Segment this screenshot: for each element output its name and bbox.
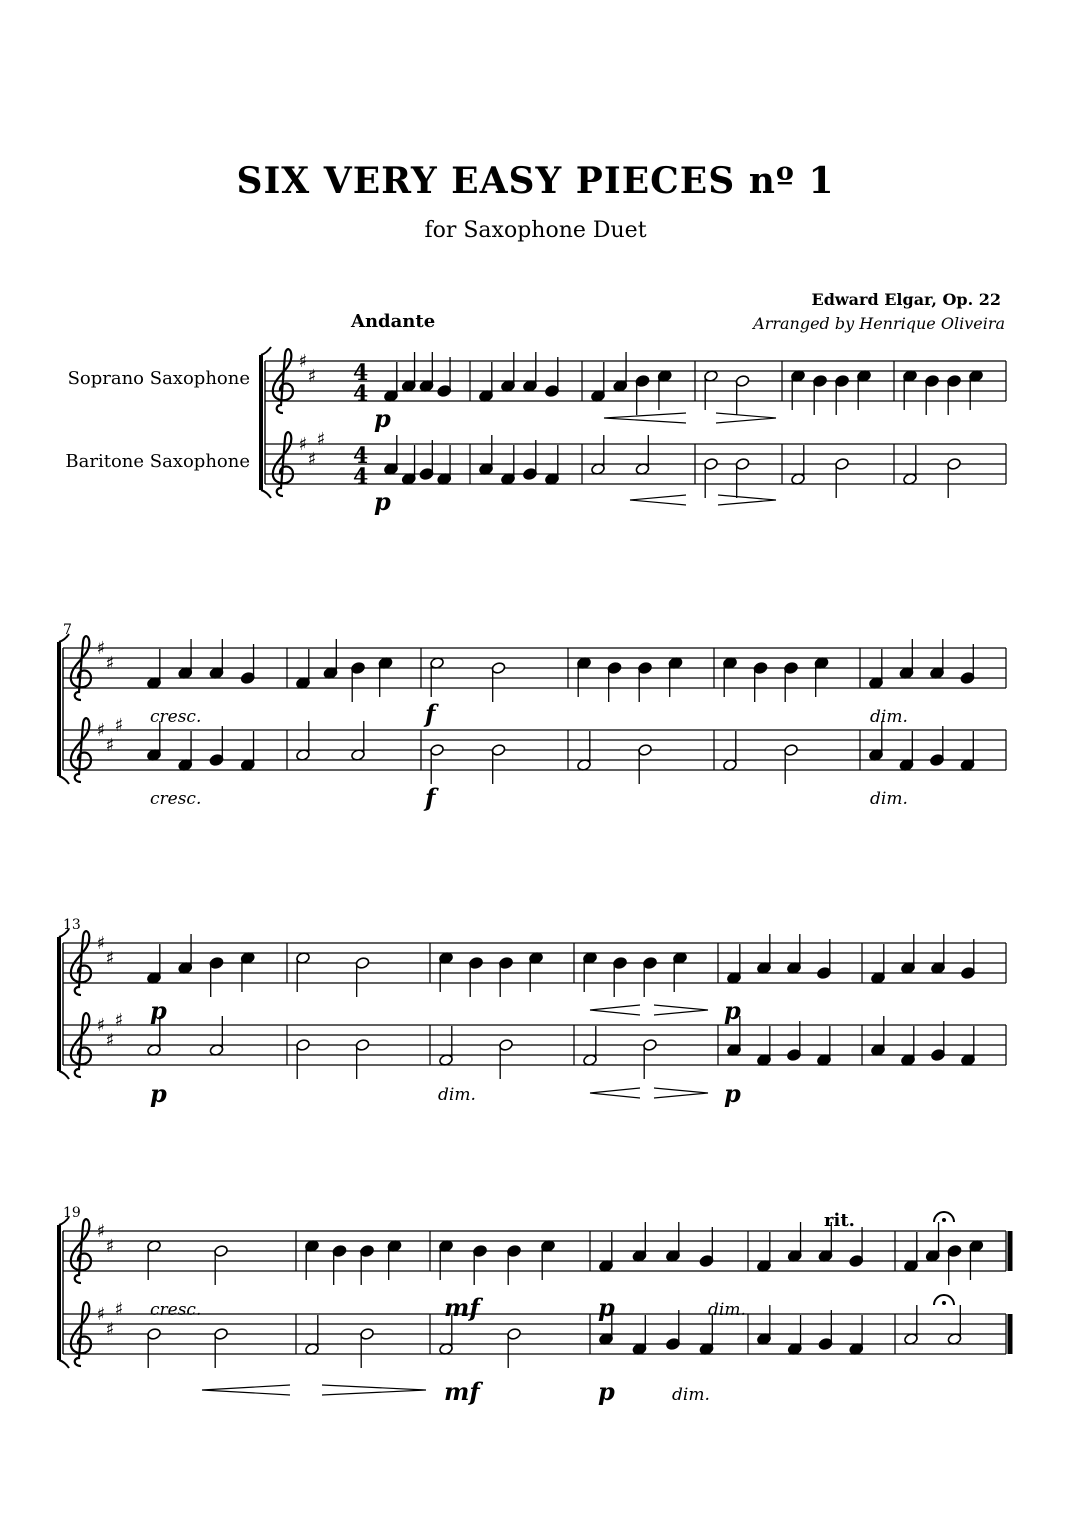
dynamic-marking: p: [598, 1293, 615, 1322]
key-signature-sharp: ♯: [96, 933, 106, 954]
key-signature-sharp: ♯: [105, 1319, 115, 1340]
measure-number: 13: [63, 917, 81, 933]
key-signature-sharp: ♯: [105, 948, 115, 969]
dynamic-marking: p: [374, 404, 391, 433]
dynamic-marking: p: [150, 996, 167, 1025]
key-signature-sharp: ♯: [114, 1299, 124, 1320]
tempo-marking: Andante: [351, 311, 436, 332]
diminuendo-hairpin: [718, 495, 776, 505]
expression-text: dim.: [870, 707, 908, 727]
key-signature-sharp: ♯: [105, 1030, 115, 1051]
expression-text: dim.: [870, 789, 908, 809]
arranger-credit: Arranged by Henrique Oliveira: [753, 314, 1005, 333]
dynamic-marking: p: [724, 1079, 741, 1108]
instrument-name-baritone: Baritone Saxophone: [65, 451, 250, 472]
expression-text: dim.: [672, 1385, 710, 1405]
expression-text: cresc.: [150, 789, 202, 809]
diminuendo-hairpin: [654, 1005, 708, 1015]
key-signature-sharp: ♯: [114, 1010, 124, 1031]
dynamic-marking: mf: [444, 1377, 480, 1406]
composer-credit: Edward Elgar, Op. 22: [811, 290, 1001, 309]
measure-number: 19: [63, 1205, 81, 1221]
expression-text: dim.: [438, 1085, 476, 1105]
key-signature-sharp: ♯: [105, 1236, 115, 1257]
crescendo-hairpin: [590, 1088, 640, 1098]
time-signature-denominator: 4: [353, 464, 369, 490]
system-bracket: [261, 347, 271, 355]
fermata-dot: [942, 1218, 946, 1222]
system-bracket: [261, 490, 271, 498]
dynamic-marking: mf: [444, 1293, 480, 1322]
piece-subtitle: for Saxophone Duet: [424, 218, 647, 243]
key-signature-sharp: ♯: [96, 720, 106, 741]
key-signature-sharp: ♯: [307, 366, 317, 387]
time-signature-numerator: 4: [353, 360, 369, 386]
dynamic-marking: p: [374, 487, 391, 516]
dynamic-marking: p: [724, 996, 741, 1025]
crescendo-hairpin: [590, 1005, 640, 1015]
system-bracket: [59, 776, 69, 784]
expression-text: cresc.: [150, 1300, 202, 1320]
dynamic-marking: f: [425, 783, 436, 812]
ritardando-marking: rit.: [824, 1210, 855, 1231]
key-signature-sharp: ♯: [96, 1304, 106, 1325]
key-signature-sharp: ♯: [105, 653, 115, 674]
key-signature-sharp: ♯: [105, 735, 115, 756]
key-signature-sharp: ♯: [316, 429, 326, 450]
key-signature-sharp: ♯: [114, 715, 124, 736]
time-signature-denominator: 4: [353, 381, 369, 407]
diminuendo-hairpin: [322, 1385, 426, 1395]
crescendo-hairpin: [202, 1385, 290, 1395]
diminuendo-hairpin: [654, 1088, 708, 1098]
time-signature-numerator: 4: [353, 443, 369, 469]
dynamic-marking: p: [598, 1377, 615, 1406]
dynamic-marking: p: [150, 1079, 167, 1108]
key-signature-sharp: ♯: [96, 1015, 106, 1036]
fermata-dot: [942, 1301, 946, 1305]
expression-text: cresc.: [150, 707, 202, 727]
key-signature-sharp: ♯: [298, 351, 308, 372]
key-signature-sharp: ♯: [298, 434, 308, 455]
measure-number: 7: [63, 622, 72, 638]
diminuendo-hairpin: [716, 413, 776, 423]
key-signature-sharp: ♯: [96, 1221, 106, 1242]
expression-text: dim.: [708, 1300, 746, 1320]
dynamic-marking: f: [425, 699, 436, 728]
system-bracket: [59, 1071, 69, 1079]
instrument-name-soprano: Soprano Saxophone: [67, 368, 250, 389]
key-signature-sharp: ♯: [307, 449, 317, 470]
piece-title: SIX VERY EASY PIECES nº 1: [236, 160, 835, 202]
crescendo-hairpin: [630, 495, 686, 505]
crescendo-hairpin: [604, 413, 686, 423]
key-signature-sharp: ♯: [96, 638, 106, 659]
system-bracket: [59, 1360, 69, 1368]
